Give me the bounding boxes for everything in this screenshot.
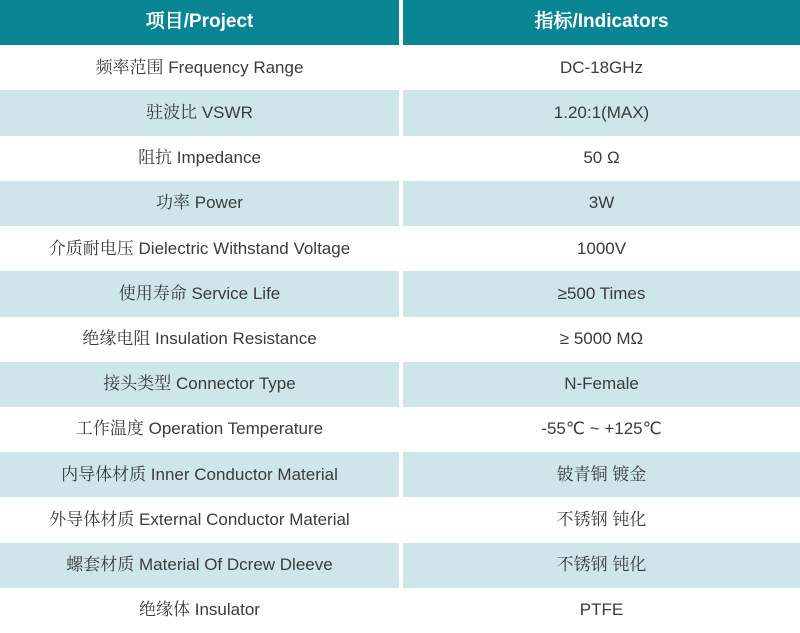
table-row [0, 271, 800, 316]
table-row [0, 317, 800, 362]
spec-label-cell: 螺套材质 Material Of Dcrew Dleeve [0, 543, 399, 588]
spec-value-cell: PTFE [403, 588, 800, 633]
spec-value-cell: 不锈钢 钝化 [403, 497, 800, 542]
spec-value-cell: N-Female [403, 362, 800, 407]
spec-value-cell: ≥ 5000 MΩ [403, 317, 800, 362]
table-row [0, 45, 800, 90]
spec-label-cell: 功率 Power [0, 181, 399, 226]
table-row [0, 452, 800, 497]
table-row [0, 226, 800, 271]
table-row [0, 543, 800, 588]
table-header-row [0, 0, 800, 45]
table-row [0, 362, 800, 407]
spec-label-cell: 绝缘电阻 Insulation Resistance [0, 317, 399, 362]
spec-value-cell: 不锈钢 钝化 [403, 543, 800, 588]
spec-label-cell: 阻抗 Impedance [0, 136, 399, 181]
spec-value-cell: -55℃ ~ +125℃ [403, 407, 800, 452]
spec-value-cell: 3W [403, 181, 800, 226]
spec-value-cell: DC-18GHz [403, 45, 800, 90]
spec-label-cell: 外导体材质 External Conductor Material [0, 497, 399, 542]
spec-value-cell: 1000V [403, 226, 800, 271]
spec-label-cell: 驻波比 VSWR [0, 90, 399, 135]
spec-label-cell: 绝缘体 Insulator [0, 588, 399, 633]
table-row [0, 90, 800, 135]
table-row [0, 181, 800, 226]
table-row [0, 136, 800, 181]
spec-label-cell: 接头类型 Connector Type [0, 362, 399, 407]
spec-value-cell: 铍青铜 镀金 [403, 452, 800, 497]
spec-label-cell: 工作温度 Operation Temperature [0, 407, 399, 452]
table-row [0, 497, 800, 542]
header-cell-project: 项目/Project [0, 0, 399, 45]
spec-label-cell: 介质耐电压 Dielectric Withstand Voltage [0, 226, 399, 271]
spec-value-cell: 1.20:1(MAX) [403, 90, 800, 135]
table-row [0, 407, 800, 452]
header-cell-indicators: 指标/Indicators [403, 0, 800, 45]
table-row [0, 588, 800, 633]
spec-label-cell: 使用寿命 Service Life [0, 271, 399, 316]
spec-label-cell: 频率范围 Frequency Range [0, 45, 399, 90]
spec-label-cell: 内导体材质 Inner Conductor Material [0, 452, 399, 497]
spec-value-cell: 50 Ω [403, 136, 800, 181]
spec-value-cell: ≥500 Times [403, 271, 800, 316]
